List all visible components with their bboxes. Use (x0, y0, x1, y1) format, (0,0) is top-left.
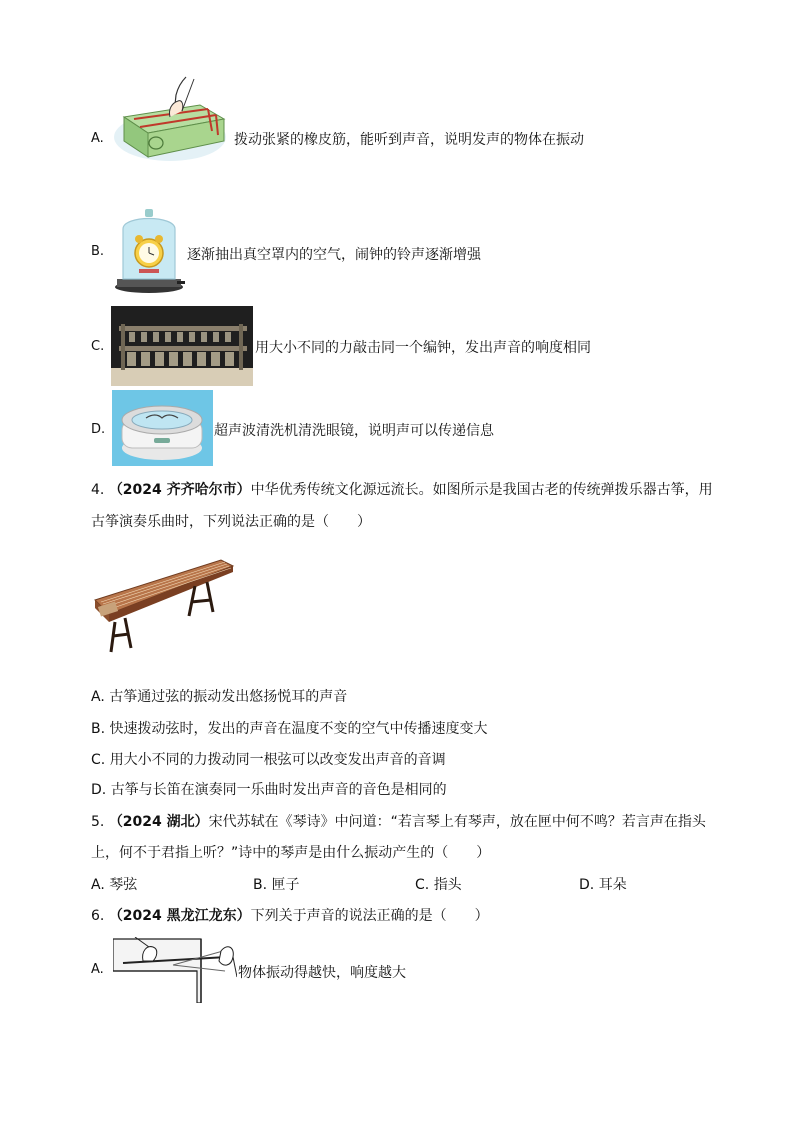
option-text: 耳朵 (598, 877, 627, 893)
question-text: 宋代苏轼在《琴诗》中问道：“若言琴上有琴声，放在匣中何不鸣？若言声在指头 (208, 814, 706, 830)
option-b (91, 718, 488, 738)
question-number: 5. (91, 814, 105, 830)
question-text: 下列关于声音的说法正确的是（ ） (250, 908, 489, 924)
rubber-band-box-image (112, 75, 230, 163)
chime-bells-image (111, 306, 253, 386)
option-letter: D. (91, 782, 107, 798)
question-source: （2024 齐齐哈尔市） (108, 482, 251, 498)
option-d (91, 779, 447, 799)
option-a (91, 686, 347, 706)
option-letter: A. (91, 877, 105, 893)
option-letter: A. (91, 131, 104, 146)
question-text: 中华优秀传统文化源远流长。如图所示是我国古老的传统弹拨乐器古筝，用 (250, 482, 713, 498)
ruler-on-table-image (113, 937, 237, 1003)
bell-jar-alarm-clock-image (113, 207, 185, 295)
option-c (415, 874, 462, 894)
option-letter: B. (91, 244, 105, 259)
option-letter: A. (91, 689, 105, 705)
option-text: 古筝与长笛在演奏同一乐曲时发出声音的音色是相同的 (110, 782, 447, 798)
option-text: 古筝通过弦的振动发出悠扬悦耳的声音 (109, 689, 348, 705)
question-stem-line-1 (91, 905, 489, 925)
question-number: 4. (91, 482, 105, 498)
option-a (91, 874, 137, 894)
guzheng-image (91, 556, 237, 656)
option-letter: C. (415, 877, 430, 893)
question-stem-line-2: 上，何不于君指上听？”诗中的琴声是由什么振动产生的（ ） (91, 845, 491, 861)
option-text: 超声波清洗机清洗眼镜，说明声可以传递信息 (214, 423, 494, 439)
question-stem-line-2: 古筝演奏乐曲时，下列说法正确的是（ ） (91, 514, 371, 530)
question-number: 6. (91, 908, 105, 924)
option-text: 用大小不同的力敲击同一个编钟，发出声音的响度相同 (255, 340, 591, 356)
question-stem-line-1 (91, 811, 706, 831)
option-text: 琴弦 (109, 877, 138, 893)
option-d (579, 874, 627, 894)
option-text: 指头 (433, 877, 462, 893)
option-letter: B. (91, 721, 106, 737)
option-letter: C. (91, 752, 106, 768)
option-text: 用大小不同的力拨动同一根弦可以改变发出声音的音调 (109, 752, 446, 768)
option-letter: C. (91, 339, 105, 354)
option-text: 物体振动得越快，响度越大 (238, 965, 406, 981)
option-text: 匣子 (271, 877, 300, 893)
option-letter: B. (253, 877, 268, 893)
option-b (253, 874, 300, 894)
option-text: 逐渐抽出真空罩内的空气，闹钟的铃声逐渐增强 (187, 247, 481, 263)
option-text: 快速拨动弦时，发出的声音在温度不变的空气中传播速度变大 (109, 721, 488, 737)
option-letter: A. (91, 962, 104, 977)
option-letter: D. (91, 422, 106, 437)
option-text: 拨动张紧的橡皮筋，能听到声音，说明发声的物体在振动 (234, 132, 584, 148)
question-source: （2024 湖北） (108, 814, 209, 830)
option-c (91, 749, 446, 769)
question-source: （2024 黑龙江龙东） (108, 908, 251, 924)
ultrasonic-cleaner-image (112, 390, 213, 466)
question-stem-line-1 (91, 479, 713, 499)
option-letter: D. (579, 877, 595, 893)
